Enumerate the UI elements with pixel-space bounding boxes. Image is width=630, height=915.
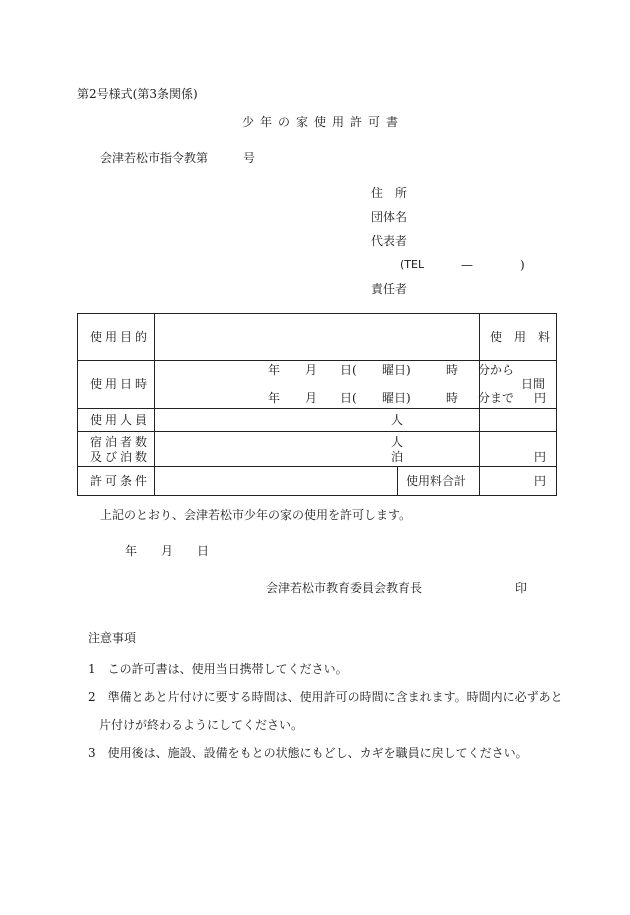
form-number: 第2号様式(第3条関係) (77, 87, 198, 101)
from-minute: 分から (478, 363, 515, 377)
from-year: 年 (268, 363, 281, 377)
issuer-name: 会津若松市教育委員会教育長 (266, 581, 423, 595)
note-item-2: 2 準備とあと片付けに要する時間は、使用許可の時間に含まれます。時間内に必ずあと (88, 690, 563, 704)
permission-statement: 上記のとおり、会津若松市少年の家の使用を許可します。 (100, 508, 412, 522)
to-weekday: 曜日) (382, 391, 411, 405)
people-row (78, 409, 557, 432)
datetime-label-cell (78, 361, 155, 409)
condition-value-cell (155, 467, 398, 496)
to-minute: 分まで (478, 391, 515, 405)
to-day: 日( (340, 391, 357, 405)
datetime-row (78, 361, 557, 409)
people-value-cell (155, 409, 480, 432)
total-fee-label-cell (398, 467, 480, 496)
datetime-fee-yen: 円 (534, 391, 547, 405)
condition-label-cell (78, 467, 155, 496)
people-fee-cell (480, 409, 557, 432)
datetime-value-cell (155, 361, 546, 409)
representative-label: 代表者 (371, 234, 408, 248)
people-label: 使用人員 (90, 413, 151, 427)
tel-dash: — (461, 258, 473, 272)
stay-people-unit: 人 (391, 435, 404, 449)
purpose-row (78, 314, 557, 361)
people-unit: 人 (391, 413, 404, 427)
from-month: 月 (305, 363, 318, 377)
fee-label: 使 用 料 (490, 330, 551, 344)
fee-header-cell (480, 314, 557, 361)
stay-fee-cell (480, 432, 557, 467)
document-title: 少年の家使用許可書 (242, 115, 405, 129)
days-label: 日間 (521, 377, 546, 391)
tel-close: ) (520, 258, 525, 272)
seal-mark: 印 (515, 581, 528, 595)
to-month: 月 (305, 391, 318, 405)
total-fee-value-cell (480, 467, 557, 496)
stay-fee-yen: 円 (534, 450, 547, 464)
to-year: 年 (268, 391, 281, 405)
from-hour: 時 (446, 363, 459, 377)
note-item-3: 3 使用後は、施設、設備をもとの状態にもどし、カギを職員に戻してください。 (88, 746, 528, 760)
from-day: 日( (340, 363, 357, 377)
to-hour: 時 (446, 391, 459, 405)
stay-row (78, 432, 557, 467)
purpose-value-cell (155, 314, 480, 361)
condition-label: 許可条件 (90, 474, 151, 488)
tel-open: (TEL (400, 258, 425, 271)
stay-nights-unit: 泊 (391, 450, 404, 464)
reference-suffix: 号 (243, 151, 256, 165)
note-item-2-continued: 片付けが終わるようにしてください。 (99, 718, 304, 732)
from-weekday: 曜日) (382, 363, 411, 377)
responsible-person-label: 責任者 (371, 282, 408, 296)
stay-value-cell (155, 432, 480, 467)
stay-label-line1: 宿泊者数 (90, 435, 151, 449)
reference-number: 会津若松市指令教第 (100, 151, 209, 165)
datetime-fee-cell (480, 361, 557, 409)
address-label: 住 所 (371, 186, 408, 200)
total-fee-yen: 円 (534, 474, 547, 488)
datetime-label: 使用日時 (90, 377, 151, 391)
purpose-label: 使用目的 (90, 330, 151, 344)
purpose-label-cell (78, 314, 155, 361)
people-label-cell (78, 409, 155, 432)
date-month: 月 (161, 544, 174, 558)
usage-table (77, 313, 557, 496)
date-year: 年 (125, 544, 138, 558)
condition-row (78, 467, 557, 496)
notes-heading: 注意事項 (88, 631, 137, 645)
group-name-label: 団体名 (371, 210, 408, 224)
note-item-1: 1 この許可書は、使用当日携帯してください。 (88, 662, 348, 676)
stay-label-line2: 及び泊数 (90, 450, 151, 464)
total-fee-label: 使用料合計 (406, 474, 467, 488)
date-day: 日 (197, 544, 210, 558)
stay-label-cell (78, 432, 155, 467)
